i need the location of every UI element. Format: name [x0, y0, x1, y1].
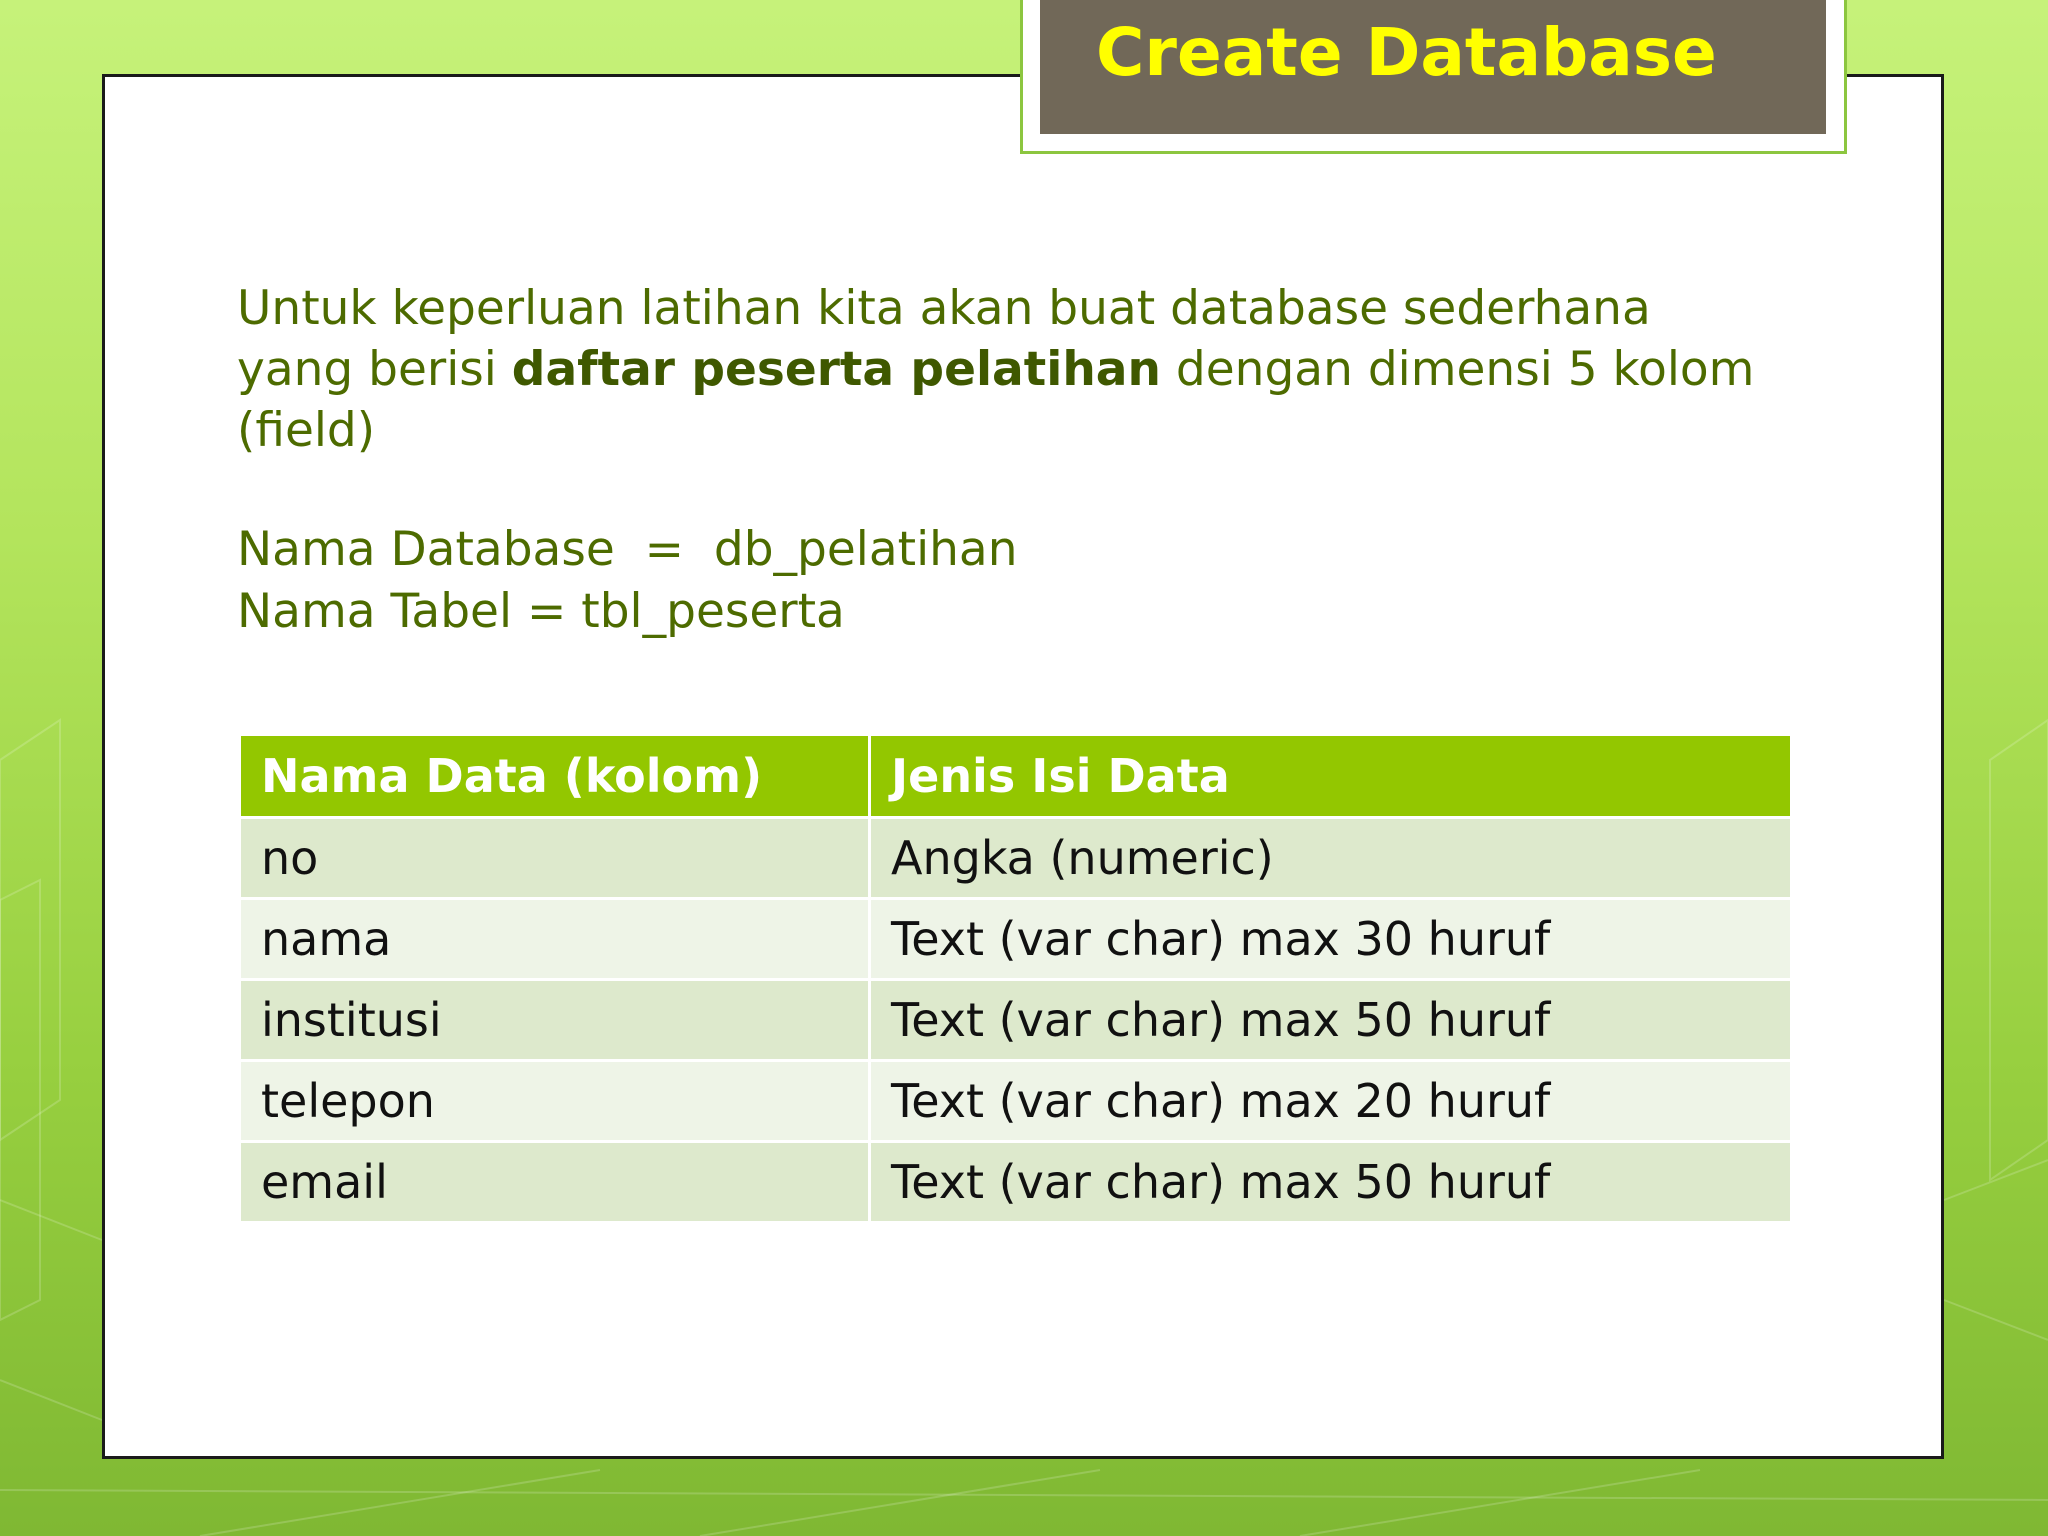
cell-field-name: nama — [240, 899, 870, 980]
intro-text-part1: Untuk keperluan latihan kita akan buat database sederhana yang berisi — [237, 281, 1651, 397]
table-row — [240, 980, 1792, 1061]
cell-field-type: Text (var char) max 50 huruf — [870, 1142, 1792, 1223]
slide-title: Create Database — [1096, 14, 1717, 91]
intro-paragraph — [237, 278, 1777, 461]
database-name-line: Nama Database = db_pelatihan — [237, 522, 1018, 577]
table-row — [240, 1142, 1792, 1223]
table-name-line: Nama Tabel = tbl_peserta — [237, 584, 845, 639]
cell-field-type: Text (var char) max 30 huruf — [870, 899, 1792, 980]
cell-field-type: Text (var char) max 20 huruf — [870, 1061, 1792, 1142]
fields-table — [238, 733, 1793, 1224]
intro-text-bold: daftar peserta pelatihan — [511, 342, 1161, 397]
cell-field-name: institusi — [240, 980, 870, 1061]
header-data-type: Jenis Isi Data — [870, 735, 1792, 818]
table-row — [240, 818, 1792, 899]
cell-field-name: email — [240, 1142, 870, 1223]
intro-text-part2: dengan dimensi 5 kolom (field) — [237, 342, 1755, 458]
table-header-row — [240, 735, 1792, 818]
cell-field-name: telepon — [240, 1061, 870, 1142]
cell-field-type: Text (var char) max 50 huruf — [870, 980, 1792, 1061]
cell-field-type: Angka (numeric) — [870, 818, 1792, 899]
cell-field-name: no — [240, 818, 870, 899]
table-row — [240, 899, 1792, 980]
header-column-name: Nama Data (kolom) — [240, 735, 870, 818]
table-row — [240, 1061, 1792, 1142]
